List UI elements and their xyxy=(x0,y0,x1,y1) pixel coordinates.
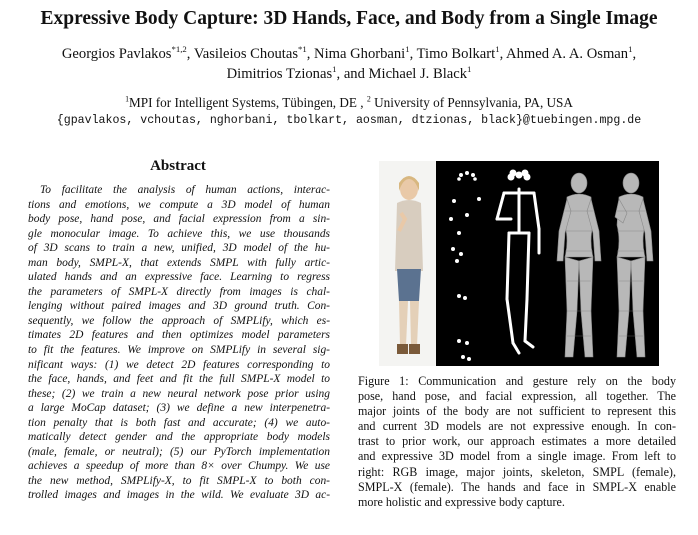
caption-line: and expressive 3D model from a single image. From left to xyxy=(358,449,676,464)
abstract-line: matically detect gender and the appropriate body models xyxy=(28,431,330,444)
caption-line: right: RGB image, major joints, skeleton, SMPL (female), xyxy=(358,464,676,479)
abstract-heading: Abstract xyxy=(150,158,206,174)
figure-1 xyxy=(379,161,659,366)
abstract-line: sequently, we follow the approach of SMPLify, which es- xyxy=(28,314,330,327)
abstract-body xyxy=(28,183,330,503)
abstract-line: To facilitate the analysis of human actions, interac- xyxy=(40,184,330,196)
abstract-line: ulated hands and an expressive face. Learning to regress xyxy=(28,271,330,284)
abstract-line: (male, female, or neutral); (5) our PyTorch implementation xyxy=(28,445,330,458)
caption-line: SMPL-X (female). The hands and face in SMPL-X enable xyxy=(358,479,676,494)
paper-title: Expressive Body Capture: 3D Hands, Face, and Body from a Single Image xyxy=(40,8,658,29)
caption-line: Figure 1: Communication and gesture rely on the body xyxy=(358,374,676,388)
abstract-line: lenging without paired images and 3D ground truth. Con- xyxy=(28,300,330,313)
abstract-line: the parameters of SMPL-X directly from images is chal- xyxy=(28,285,330,298)
abstract-line: a large MoCap dataset; (3) we define a new interpenetra- xyxy=(28,402,330,415)
abstract-line: man body, SMPL-X, that extends SMPL with fully artic- xyxy=(28,256,330,269)
authors-line-1: Georgios Pavlakos$^{*1,2}$, Vasileios Choutas$^{*1}$, Nima Ghorbani$^1$, Timo Bolkart$^1$, Ahmed A. A. Osman$^1$, xyxy=(61,44,637,62)
abstract-line: tions and emotions, we compute a 3D model of human xyxy=(28,198,330,211)
abstract-line: these; (2) we train a new neural network pose prior using xyxy=(28,387,330,400)
abstract-line: of 3D scans to train a new, unified, 3D model of the hu- xyxy=(28,242,330,255)
authors-line-2: Dimitrios Tzionas$^1$, and Michael J. Black$^1$ xyxy=(226,64,472,82)
abstract-line: achieves a speedup of more than 8× over Chumpy. We use xyxy=(28,460,330,473)
caption-line: and current 3D models are not expressive enough. In con- xyxy=(358,419,676,434)
author-list xyxy=(0,44,698,84)
abstract-line: to fit the features. We improve on SMPLify in several sig- xyxy=(28,344,330,357)
author-emails: {gpavlakos, vchoutas, nghorbani, tbolkart, aosman, dtzionas, black}@tuebingen.mpg.de xyxy=(56,114,642,127)
caption-line: major joints of the body are not sufficient to represent this xyxy=(358,404,676,419)
caption-line: trast to prior work, our approach estimates a more detailed xyxy=(358,434,676,449)
caption-line: pose, hand pose, and facial expression, all together. The xyxy=(358,389,676,404)
abstract-line: nificant ways: (1) we detect 2D features corresponding to xyxy=(28,358,330,371)
abstract-line: the face, hands, and feet and fit the full SMPL-X model to xyxy=(28,373,330,386)
abstract-line: tion penalty that is both fast and accurate; (4) we auto- xyxy=(28,416,330,429)
abstract-line: body pose, hand pose, and facial expression from a sin- xyxy=(28,213,330,226)
affiliations: $^1$MPI for Intelligent Systems, Tübingen, DE , $^2$ University of Pennsylvania, PA, USA xyxy=(125,94,573,110)
figure-caption xyxy=(358,374,676,510)
abstract-line: timates 2D features and then optimizes model parameters xyxy=(28,329,330,342)
caption-line: more holistic and expressive body capture. xyxy=(358,494,565,509)
abstract-line: gle monocular image. To achieve this, we use thousands xyxy=(28,227,330,240)
abstract-line: the new method, SMPLify-X, to fit SMPL-X to both con- xyxy=(28,474,330,487)
abstract-line: trolled images and images in the wild. We evaluate 3D ac- xyxy=(28,489,330,502)
